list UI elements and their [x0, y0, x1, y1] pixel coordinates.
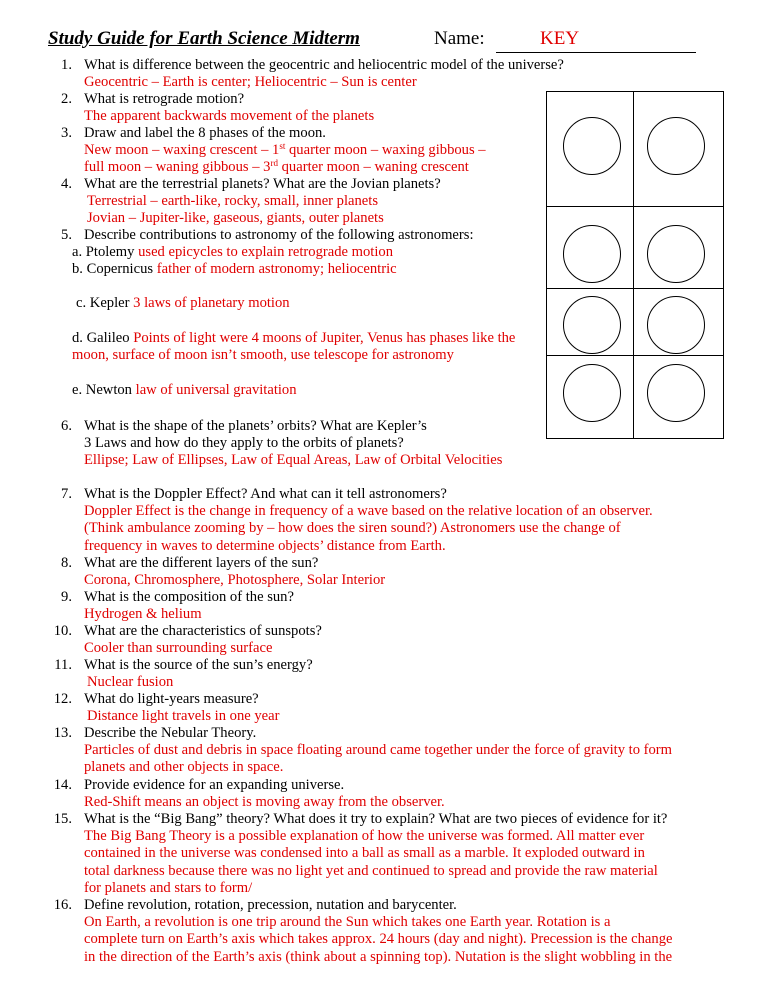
answer-text: Doppler Effect is the change in frequency of a wave based on the relative location of an observer.: [84, 503, 653, 520]
question-number: 11.: [54, 657, 72, 673]
question-text: What is the source of the sun’s energy?: [84, 657, 313, 673]
question-text: What are the different layers of the sun?: [84, 555, 319, 571]
page-title: Study Guide for Earth Science Midterm: [48, 28, 360, 49]
question-text: Provide evidence for an expanding universe.: [84, 777, 345, 793]
answer-text: full moon – waning gibbous – 3rd quarter moon – waning crescent: [84, 158, 469, 176]
question-number: 13.: [53, 725, 72, 741]
question-2: [61, 91, 744, 125]
question-12: [53, 691, 744, 725]
question-number: 4.: [61, 176, 72, 192]
question-number: 12.: [53, 691, 72, 707]
question-8: [61, 555, 744, 589]
answer-text: for planets and stars to form/: [84, 879, 253, 896]
name-value: KEY: [540, 28, 580, 49]
astronomer-newton: e. Newton law of universal gravitation: [72, 382, 297, 398]
answer-text: Hydrogen & helium: [84, 606, 202, 623]
moon-box-divider-2: [547, 288, 723, 289]
answer-text: contained in the universe was condensed into a ball as small as a marble. It exploded outward in: [84, 845, 645, 862]
question-1: [61, 57, 744, 91]
question-11: [54, 657, 744, 691]
question-number: 16.: [53, 897, 72, 913]
astronomer-galileo: d. Galileo Points of light were 4 moons of Jupiter, Venus has phases like the moon, surface of moon isn’t smooth, use telescope for astronomy: [72, 330, 516, 364]
question-number: 8.: [61, 555, 72, 571]
question-number: 10.: [53, 623, 72, 639]
question-number: 9.: [61, 589, 72, 605]
answer-text: Jovian – Jupiter-like, gaseous, giants, outer planets: [87, 210, 384, 227]
astronomer-kepler: c. Kepler 3 laws of planetary motion: [76, 295, 290, 311]
answer-text: Distance light travels in one year: [87, 708, 280, 725]
moon-circle-8: [647, 364, 705, 422]
question-text: What do light-years measure?: [84, 691, 259, 707]
question-10: [53, 623, 744, 657]
answer-text: New moon – waxing crescent – 1st quarter moon – waxing gibbous –: [84, 141, 486, 159]
question-16: [53, 897, 744, 966]
answer-text: The Big Bang Theory is a possible explanation of how the universe was formed. All matter ever: [84, 828, 645, 845]
answer-text: (Think ambulance zooming by – how does the siren sound?) Astronomers use the change of: [84, 520, 621, 537]
question-text: What is the “Big Bang” theory? What does it try to explain? What are two pieces of evidence for it?: [84, 811, 668, 827]
question-number: 2.: [61, 91, 72, 107]
answer-text: in the direction of the Earth’s axis (think about a spinning top). Nutation is the slight wobbling in the: [84, 948, 673, 965]
answer-text: Particles of dust and debris in space floating around came together under the force of gravity to form: [84, 742, 673, 759]
question-number: 15.: [53, 811, 72, 827]
question-number: 1.: [61, 57, 72, 73]
question-15: [53, 811, 744, 897]
moon-circle-7: [563, 364, 621, 422]
astronomer-ptolemy: a. Ptolemy used epicycles to explain retrograde motion: [72, 244, 393, 260]
question-text: What are the terrestrial planets? What are the Jovian planets?: [84, 176, 441, 192]
name-line: [496, 30, 696, 53]
question-text: What is the composition of the sun?: [84, 589, 294, 605]
question-text: What is retrograde motion?: [84, 91, 245, 107]
moon-box-divider-3: [547, 355, 723, 356]
question-number: 14.: [53, 777, 72, 793]
question-text: What is the shape of the planets’ orbits? What are Kepler’s: [84, 418, 427, 434]
answer-text: frequency in waves to determine objects’ distance from Earth.: [84, 537, 446, 554]
question-9: [61, 589, 744, 623]
question-text: What is the Doppler Effect? And what can it tell astronomers?: [84, 486, 447, 502]
question-text: 3 Laws and how do they apply to the orbits of planets?: [84, 435, 404, 452]
answer-text: Cooler than surrounding surface: [84, 640, 273, 657]
moon-circle-5: [563, 296, 621, 354]
question-6: [61, 418, 744, 470]
answer-text: On Earth, a revolution is one trip around the Sun which takes one Earth year. Rotation is a: [84, 914, 611, 931]
answer-text: Geocentric – Earth is center; Heliocentric – Sun is center: [84, 74, 417, 91]
question-text: What is difference between the geocentric and heliocentric model of the universe?: [84, 57, 564, 73]
question-text: Describe the Nebular Theory.: [84, 725, 257, 741]
answer-text: Terrestrial – earth-like, rocky, small, inner planets: [87, 193, 379, 210]
question-5: [61, 227, 744, 244]
question-7: [61, 486, 744, 555]
question-text: Draw and label the 8 phases of the moon.: [84, 125, 326, 141]
question-number: 3.: [61, 125, 72, 141]
question-13: [53, 725, 744, 777]
answer-text: total darkness because there was no light yet and continued to spread and provide the raw material: [84, 862, 658, 879]
question-text: Describe contributions to astronomy of the following astronomers:: [84, 227, 474, 243]
question-14: [53, 777, 744, 811]
question-4: [61, 176, 744, 228]
question-number: 7.: [61, 486, 72, 502]
answer-text: Red-Shift means an object is moving away from the observer.: [84, 794, 445, 811]
astronomer-copernicus: b. Copernicus father of modern astronomy; heliocentric: [72, 261, 397, 277]
name-label: Name:: [434, 28, 485, 49]
answer-text: Corona, Chromosphere, Photosphere, Solar Interior: [84, 572, 386, 589]
answer-text: Nuclear fusion: [87, 674, 174, 691]
answer-text: Ellipse; Law of Ellipses, Law of Equal Areas, Law of Orbital Velocities: [84, 452, 503, 469]
answer-text: The apparent backwards movement of the planets: [84, 108, 375, 125]
question-3: [61, 125, 744, 177]
answer-text: planets and other objects in space.: [84, 759, 284, 776]
answer-text: complete turn on Earth’s axis which takes approx. 24 hours (day and night). Precession is the change: [84, 931, 673, 948]
question-number: 6.: [61, 418, 72, 434]
question-text: What are the characteristics of sunspots?: [84, 623, 322, 639]
question-number: 5.: [61, 227, 72, 243]
question-text: Define revolution, rotation, precession, nutation and barycenter.: [84, 897, 457, 913]
moon-circle-6: [647, 296, 705, 354]
